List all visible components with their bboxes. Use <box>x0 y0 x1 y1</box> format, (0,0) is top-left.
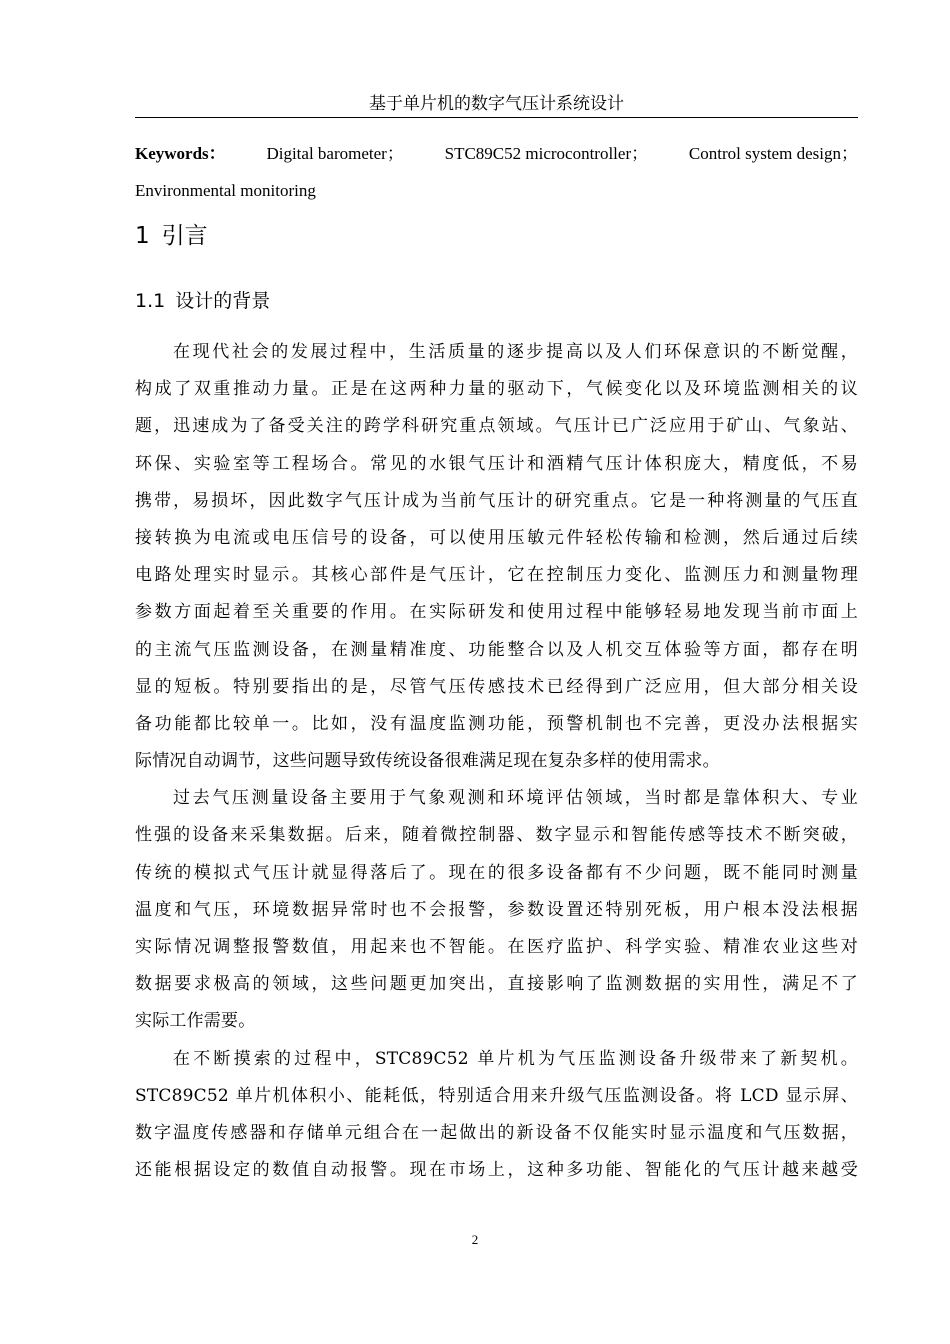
section-heading <box>135 221 208 251</box>
body-text <box>135 334 858 1189</box>
paragraph-line: 接转换为电流或电压信号的设备，可以使用压敏元件轻松传输和检测，然后通过后续 <box>135 527 858 548</box>
paragraph-line: 环保、实验室等工程场合。常见的水银气压计和酒精气压计体积庞大，精度低，不易 <box>135 453 858 474</box>
paragraph-line: 在不断摸索的过程中，STC89C52 单片机为气压监测设备升级带来了新契机。 <box>173 1048 858 1069</box>
paragraph-line: 温度和气压，环境数据异常时也不会报警，参数设置还特别死板，用户根本没法根据 <box>135 899 858 920</box>
paragraph-line: 实际工作需要。 <box>135 1011 256 1032</box>
paragraph-line: 的主流气压监测设备，在测量精准度、功能整合以及人机交互体验等方面，都存在明 <box>135 639 858 660</box>
section-title: 引言 <box>161 223 208 249</box>
subsection-number: 1.1 <box>135 290 166 312</box>
paragraph-line: 数字温度传感器和存储单元组合在一起做出的新设备不仅能实时显示温度和气压数据， <box>135 1122 858 1143</box>
subsection-title: 设计的背景 <box>175 290 271 312</box>
paragraph-line: 过去气压测量设备主要用于气象观测和环境评估领域，当时都是靠体积大、专业 <box>173 788 858 809</box>
paragraph-line: 构成了双重推动力量。正是在这两种力量的驱动下，气候变化以及环境监测相关的议 <box>135 379 858 400</box>
keyword-item: Control system design； <box>688 144 858 163</box>
paragraph-line: 携带，易损坏，因此数字气压计成为当前气压计的研究重点。它是一种将测量的气压直 <box>135 490 858 511</box>
keywords-line-1 <box>135 135 858 172</box>
paragraph-line: 传统的模拟式气压计就显得落后了。现在的很多设备都有不少问题，既不能同时测量 <box>135 862 858 883</box>
keyword-item: STC89C52 microcontroller； <box>444 144 649 163</box>
paragraph-line: 题，迅速成为了备受关注的跨学科研究重点领域。气压计已广泛应用于矿山、气象站、 <box>135 416 858 437</box>
paragraph-line: 实际情况调整报警数值，用起来也不智能。在医疗监护、科学实验、精准农业这些对 <box>135 937 858 957</box>
keywords-label: Keywords： <box>135 144 226 163</box>
paragraph-line: 显的短板。特别要指出的是，尽管气压传感技术已经得到广泛应用，但大部分相关设 <box>135 676 858 697</box>
section-number: 1 <box>135 223 150 249</box>
keyword-item: Environmental monitoring <box>135 181 316 200</box>
running-header: 基于单片机的数字气压计系统设计 <box>135 94 858 118</box>
page-number: 2 <box>471 1232 479 1247</box>
paragraph-line: 备功能都比较单一。比如，没有温度监测功能，预警机制也不完善，更没办法根据实 <box>135 713 858 734</box>
paragraph-line: 性强的设备来采集数据。后来，随着微控制器、数字显示和智能传感等技术不断突破， <box>135 825 858 846</box>
keywords-line-2 <box>135 172 858 209</box>
paragraph-line: STC89C52 单片机体积小、能耗低，特别适合用来升级气压监测设备。将 LCD 显示屏、 <box>135 1085 858 1106</box>
paragraph-line: 在现代社会的发展过程中，生活质量的逐步提高以及人们环保意识的不断觉醒， <box>173 342 858 362</box>
paragraph-line: 还能根据设定的数值自动报警。现在市场上，这种多功能、智能化的气压计越来越受 <box>135 1160 858 1181</box>
subsection-heading <box>135 288 270 314</box>
paragraph-line: 电路处理实时显示。其核心部件是气压计，它在控制压力变化、监测压力和测量物理 <box>135 565 858 586</box>
paragraph-line: 际情况自动调节，这些问题导致传统设备很难满足现在复杂多样的使用需求。 <box>135 751 720 772</box>
keyword-item: Digital barometer； <box>266 144 404 163</box>
keywords-block <box>135 135 858 209</box>
paragraph-line: 数据要求极高的领域，这些问题更加突出，直接影响了监测数据的实用性，满足不了 <box>135 974 858 995</box>
paragraph-line: 参数方面起着至关重要的作用。在实际研发和使用过程中能够轻易地发现当前市面上 <box>135 602 858 623</box>
